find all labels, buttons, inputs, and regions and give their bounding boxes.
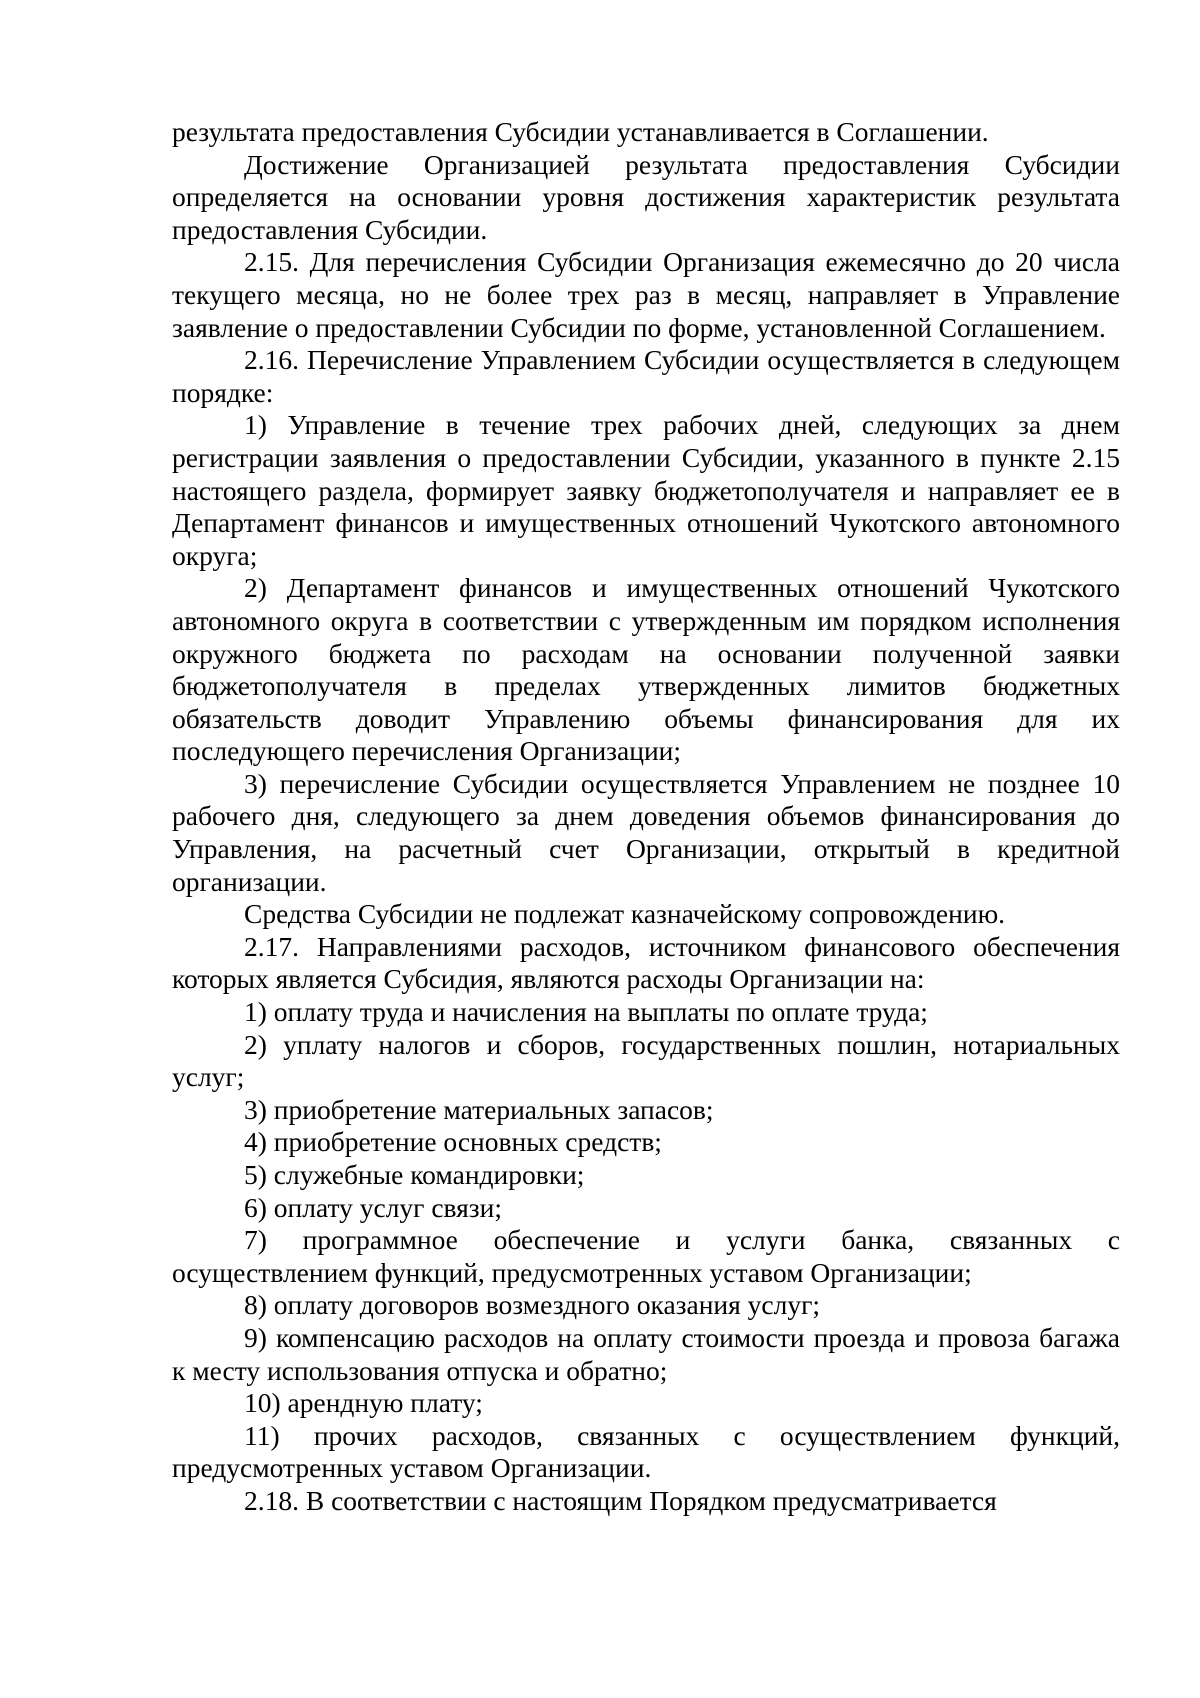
list-item-2-17-9: 9) компенсацию расходов на оплату стоимости проезда и провоза багажа к месту использования отпуска и обратно; xyxy=(172,1321,1120,1386)
paragraph-treasury-note: Средства Субсидии не подлежат казначейскому сопровождению. xyxy=(244,898,1005,930)
list-item-2-17-1: 1) оплату труда и начисления на выплаты по оплате труда; xyxy=(244,996,928,1028)
list-item-2-17-10: 10) арендную плату; xyxy=(244,1387,483,1419)
paragraph-continuation: результата предоставления Субсидии устанавливается в Соглашении. xyxy=(172,116,989,147)
list-item-2-17-6: 6) оплату услуг связи; xyxy=(244,1191,503,1223)
list-item-2-17-5: 5) служебные командировки; xyxy=(244,1159,585,1190)
list-item-2-16-2: 2) Департамент финансов и имущественных отношений Чукотского автономного округа в соответствии с утвержденным им порядком исполнения окружного бюджета по расходам на основании полученной заявки бюджетополучателя в пределах утвержденных лимитов бюджетных обязательств доводит Управлению объемы финансирования для их последующего перечисления Организации; xyxy=(172,572,1120,767)
list-item-2-17-4: 4) приобретение основных средств; xyxy=(244,1126,662,1158)
paragraph-2-18: 2.18. В соответствии с настоящим Порядком предусматривается xyxy=(244,1484,997,1516)
list-item-2-17-3: 3) приобретение материальных запасов; xyxy=(244,1093,714,1125)
list-item-2-16-1: 1) Управление в течение трех рабочих дней, следующих за днем регистрации заявления о предоставлении Субсидии, указанного в пункте 2.15 настоящего раздела, формирует заявку бюджетополучателя и направляет ее в Департамент финансов и имущественных отношений Чукотского автономного округа; xyxy=(172,409,1120,571)
paragraph-2-17: 2.17. Направлениями расходов, источником финансового обеспечения которых является Субсидия, являются расходы Организации на: xyxy=(172,930,1120,995)
list-item-2-17-7: 7) программное обеспечение и услуги банка, связанных с осуществлением функций, предусмотренных уставом Организации; xyxy=(172,1224,1120,1288)
paragraph-2-16: 2.16. Перечисление Управлением Субсидии осуществляется в следующем порядке: xyxy=(172,344,1120,408)
document-page xyxy=(172,116,1120,1518)
paragraph-2-15: 2.15. Для перечисления Субсидии Организация ежемесячно до 20 числа текущего месяца, но не более трех раз в месяц, направляет в Управление заявление о предоставлении Субсидии по форме, установленной Соглашением. xyxy=(172,246,1120,343)
list-item-2-17-11: 11) прочих расходов, связанных с осуществлением функций, предусмотренных уставом Организации. xyxy=(172,1419,1120,1484)
list-item-2-16-3: 3) перечисление Субсидии осуществляется Управлением не позднее 10 рабочего дня, следующего за днем доведения объемов финансирования до Управления, на расчетный счет Организации, открытый в кредитной организации. xyxy=(172,767,1120,897)
paragraph-result-achievement: Достижение Организацией результата предоставления Субсидии определяется на основании уровня достижения характеристик результата предоставления Субсидии. xyxy=(172,148,1120,245)
list-item-2-17-8: 8) оплату договоров возмездного оказания услуг; xyxy=(244,1289,821,1321)
list-item-2-17-2: 2) уплату налогов и сборов, государственных пошлин, нотариальных услуг; xyxy=(172,1028,1120,1093)
